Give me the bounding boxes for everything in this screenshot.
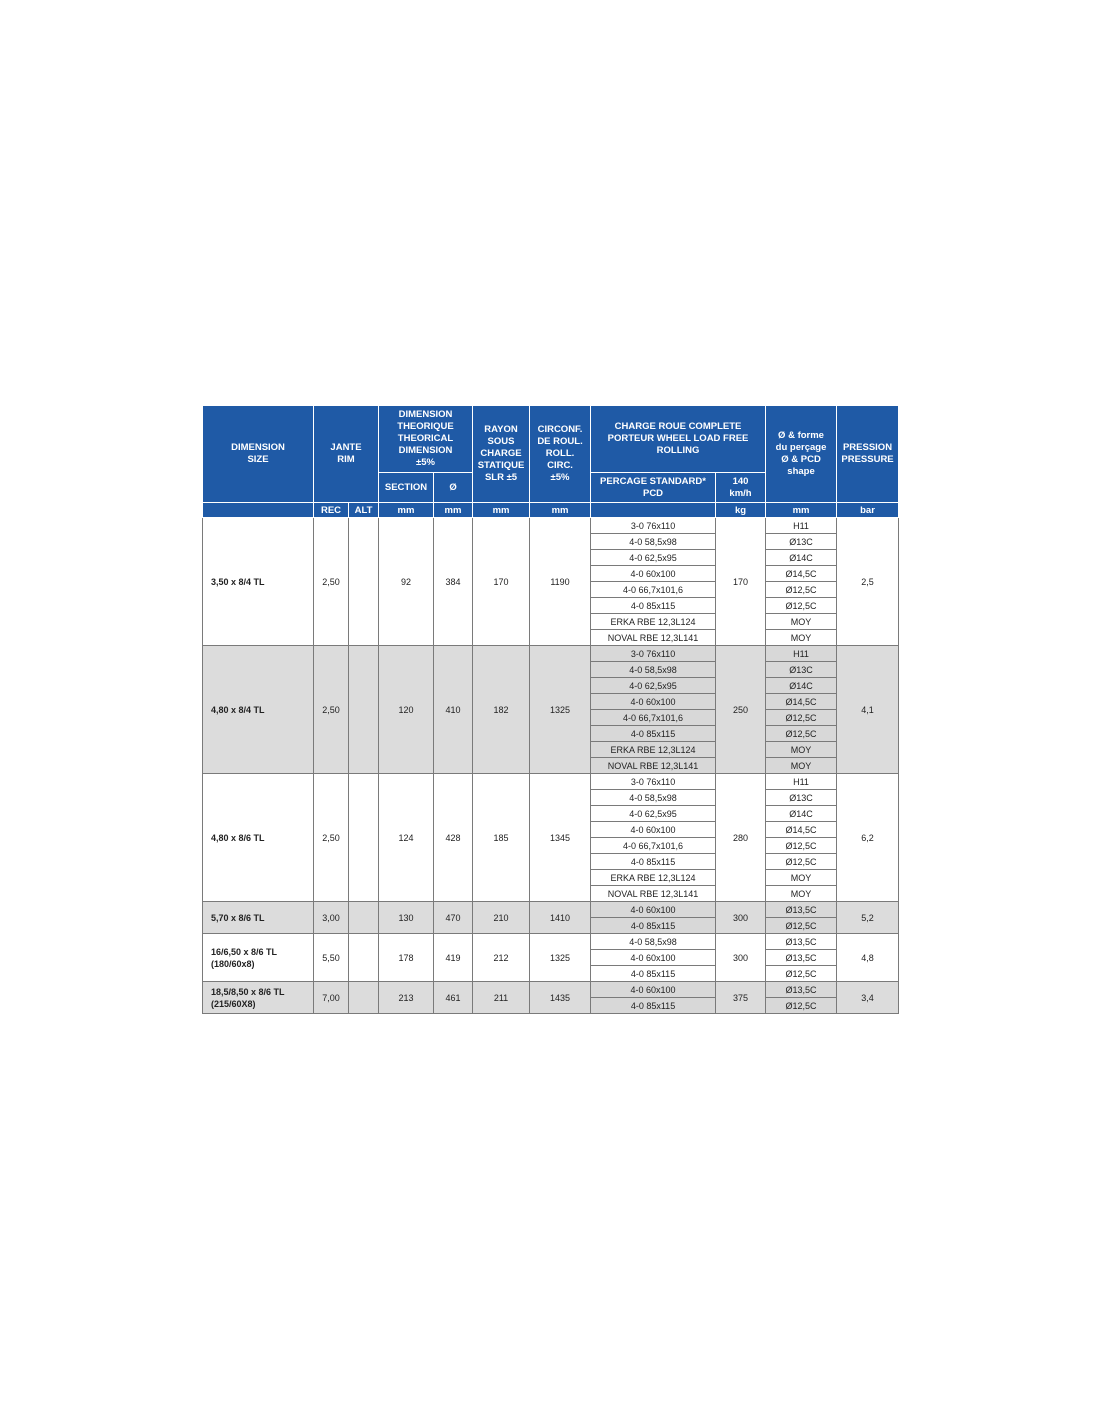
circonf-cell: 1410: [530, 902, 591, 934]
shape-cell: H11: [766, 646, 837, 662]
pressure-cell: 4,1: [837, 646, 899, 774]
table-row: [203, 518, 899, 534]
pcd-cell: 4-0 85x115: [591, 598, 716, 614]
table-row: [203, 982, 899, 998]
header-pression: PRESSION PRESSURE: [837, 406, 899, 503]
pcd-cell: 4-0 60x100: [591, 822, 716, 838]
header-dimension-theorique: DIMENSION THEORIQUE THEORICAL DIMENSION ±5%: [379, 406, 473, 473]
pressure-cell: 4,8: [837, 934, 899, 982]
circonf-cell: 1435: [530, 982, 591, 1014]
rim-rec-cell: 3,00: [314, 902, 349, 934]
size-cell: 4,80 x 8/4 TL: [203, 646, 314, 774]
header-unit-diameter: mm: [434, 503, 473, 518]
table-row: [203, 774, 899, 790]
header-section: SECTION: [379, 473, 434, 503]
shape-cell: H11: [766, 518, 837, 534]
rim-rec-cell: 2,50: [314, 518, 349, 646]
diameter-cell: 470: [434, 902, 473, 934]
rim-alt-cell: [349, 982, 379, 1014]
pcd-cell: NOVAL RBE 12,3L141: [591, 886, 716, 902]
tire-group: [203, 934, 899, 982]
rayon-cell: 182: [473, 646, 530, 774]
pcd-cell: 4-0 66,7x101,6: [591, 710, 716, 726]
pcd-cell: 4-0 58,5x98: [591, 934, 716, 950]
size-cell: 16/6,50 x 8/6 TL (180/60x8): [203, 934, 314, 982]
tire-group: [203, 518, 899, 646]
shape-cell: H11: [766, 774, 837, 790]
shape-cell: MOY: [766, 870, 837, 886]
section-cell: 130: [379, 902, 434, 934]
rim-alt-cell: [349, 646, 379, 774]
header-rayon: RAYON SOUS CHARGE STATIQUE SLR ±5: [473, 406, 530, 503]
pcd-cell: 4-0 60x100: [591, 694, 716, 710]
shape-cell: Ø13,5C: [766, 902, 837, 918]
rim-alt-cell: [349, 902, 379, 934]
header-unit-section: mm: [379, 503, 434, 518]
shape-cell: Ø12,5C: [766, 998, 837, 1014]
load-cell: 250: [716, 646, 766, 774]
header-unit-bar: bar: [837, 503, 899, 518]
size-cell: 4,80 x 8/6 TL: [203, 774, 314, 902]
pcd-cell: 4-0 85x115: [591, 918, 716, 934]
rim-rec-cell: 2,50: [314, 774, 349, 902]
shape-cell: Ø13,5C: [766, 950, 837, 966]
load-cell: 375: [716, 982, 766, 1014]
load-cell: 280: [716, 774, 766, 902]
shape-cell: Ø12,5C: [766, 838, 837, 854]
rim-rec-cell: 7,00: [314, 982, 349, 1014]
shape-cell: Ø13C: [766, 662, 837, 678]
rayon-cell: 185: [473, 774, 530, 902]
section-cell: 120: [379, 646, 434, 774]
table-row: [203, 646, 899, 662]
pcd-cell: ERKA RBE 12,3L124: [591, 870, 716, 886]
header-unit-kg: kg: [716, 503, 766, 518]
pcd-cell: 4-0 60x100: [591, 566, 716, 582]
header-jante: JANTE RIM: [314, 406, 379, 503]
shape-cell: MOY: [766, 614, 837, 630]
pcd-cell: 4-0 62,5x95: [591, 550, 716, 566]
shape-cell: Ø12,5C: [766, 854, 837, 870]
pcd-cell: 4-0 60x100: [591, 950, 716, 966]
shape-cell: Ø12,5C: [766, 966, 837, 982]
rim-alt-cell: [349, 518, 379, 646]
pcd-cell: ERKA RBE 12,3L124: [591, 742, 716, 758]
load-cell: 170: [716, 518, 766, 646]
shape-cell: MOY: [766, 742, 837, 758]
diameter-cell: 428: [434, 774, 473, 902]
shape-cell: Ø12,5C: [766, 598, 837, 614]
pcd-cell: NOVAL RBE 12,3L141: [591, 630, 716, 646]
shape-cell: MOY: [766, 886, 837, 902]
pcd-cell: 4-0 62,5x95: [591, 806, 716, 822]
pcd-cell: 4-0 58,5x98: [591, 534, 716, 550]
pcd-cell: 4-0 60x100: [591, 982, 716, 998]
tire-group: [203, 646, 899, 774]
rim-rec-cell: 5,50: [314, 934, 349, 982]
circonf-cell: 1345: [530, 774, 591, 902]
header-circonf: CIRCONF. DE ROUL. ROLL. CIRC. ±5%: [530, 406, 591, 503]
rayon-cell: 212: [473, 934, 530, 982]
pcd-cell: 4-0 85x115: [591, 998, 716, 1014]
table-row: [203, 902, 899, 918]
shape-cell: MOY: [766, 630, 837, 646]
tire-spec-table: [202, 405, 899, 1014]
section-cell: 92: [379, 518, 434, 646]
header-dimension: DIMENSION SIZE: [203, 406, 314, 503]
pcd-cell: 4-0 85x115: [591, 966, 716, 982]
pcd-cell: 4-0 85x115: [591, 726, 716, 742]
header-percage-forme: Ø & forme du perçage Ø & PCD shape: [766, 406, 837, 503]
shape-cell: Ø14,5C: [766, 694, 837, 710]
circonf-cell: 1325: [530, 646, 591, 774]
shape-cell: Ø14C: [766, 550, 837, 566]
header-percage-standard: PERCAGE STANDARD* PCD: [591, 473, 716, 503]
header-unit-rec: REC: [314, 503, 349, 518]
pcd-cell: 3-0 76x110: [591, 646, 716, 662]
header-speed: 140 km/h: [716, 473, 766, 503]
pcd-cell: 3-0 76x110: [591, 774, 716, 790]
pcd-cell: 4-0 66,7x101,6: [591, 838, 716, 854]
section-cell: 124: [379, 774, 434, 902]
shape-cell: Ø13,5C: [766, 934, 837, 950]
shape-cell: Ø13,5C: [766, 982, 837, 998]
header-unit-rayon: mm: [473, 503, 530, 518]
pressure-cell: 2,5: [837, 518, 899, 646]
rim-alt-cell: [349, 774, 379, 902]
rim-rec-cell: 2,50: [314, 646, 349, 774]
pcd-cell: 4-0 60x100: [591, 902, 716, 918]
pressure-cell: 5,2: [837, 902, 899, 934]
pcd-cell: 4-0 58,5x98: [591, 662, 716, 678]
size-cell: 3,50 x 8/4 TL: [203, 518, 314, 646]
pcd-cell: 4-0 62,5x95: [591, 678, 716, 694]
pcd-cell: NOVAL RBE 12,3L141: [591, 758, 716, 774]
header-unit-shape: mm: [766, 503, 837, 518]
pcd-cell: ERKA RBE 12,3L124: [591, 614, 716, 630]
shape-cell: Ø12,5C: [766, 918, 837, 934]
size-cell: 18,5/8,50 x 8/6 TL (215/60X8): [203, 982, 314, 1014]
section-cell: 178: [379, 934, 434, 982]
shape-cell: Ø14,5C: [766, 822, 837, 838]
rayon-cell: 210: [473, 902, 530, 934]
rayon-cell: 211: [473, 982, 530, 1014]
rayon-cell: 170: [473, 518, 530, 646]
pressure-cell: 3,4: [837, 982, 899, 1014]
shape-cell: Ø14C: [766, 806, 837, 822]
header-charge: CHARGE ROUE COMPLETE PORTEUR WHEEL LOAD FREE ROLLING: [591, 406, 766, 473]
header-unit-blank: [203, 503, 314, 518]
shape-cell: MOY: [766, 758, 837, 774]
diameter-cell: 410: [434, 646, 473, 774]
diameter-cell: 419: [434, 934, 473, 982]
pcd-cell: 4-0 58,5x98: [591, 790, 716, 806]
diameter-cell: 461: [434, 982, 473, 1014]
rim-alt-cell: [349, 934, 379, 982]
shape-cell: Ø12,5C: [766, 726, 837, 742]
tire-group: [203, 902, 899, 934]
pressure-cell: 6,2: [837, 774, 899, 902]
shape-cell: Ø13C: [766, 790, 837, 806]
tire-group: [203, 982, 899, 1014]
shape-cell: Ø13C: [766, 534, 837, 550]
pcd-cell: 4-0 66,7x101,6: [591, 582, 716, 598]
header-diameter: Ø: [434, 473, 473, 503]
table-row: [203, 934, 899, 950]
shape-cell: Ø12,5C: [766, 710, 837, 726]
circonf-cell: 1325: [530, 934, 591, 982]
header-unit-pcd-blank: [591, 503, 716, 518]
pcd-cell: 4-0 85x115: [591, 854, 716, 870]
shape-cell: Ø14C: [766, 678, 837, 694]
load-cell: 300: [716, 934, 766, 982]
header-unit-alt: ALT: [349, 503, 379, 518]
section-cell: 213: [379, 982, 434, 1014]
size-cell: 5,70 x 8/6 TL: [203, 902, 314, 934]
shape-cell: Ø12,5C: [766, 582, 837, 598]
diameter-cell: 384: [434, 518, 473, 646]
pcd-cell: 3-0 76x110: [591, 518, 716, 534]
load-cell: 300: [716, 902, 766, 934]
tire-group: [203, 774, 899, 902]
header-unit-circonf: mm: [530, 503, 591, 518]
shape-cell: Ø14,5C: [766, 566, 837, 582]
circonf-cell: 1190: [530, 518, 591, 646]
